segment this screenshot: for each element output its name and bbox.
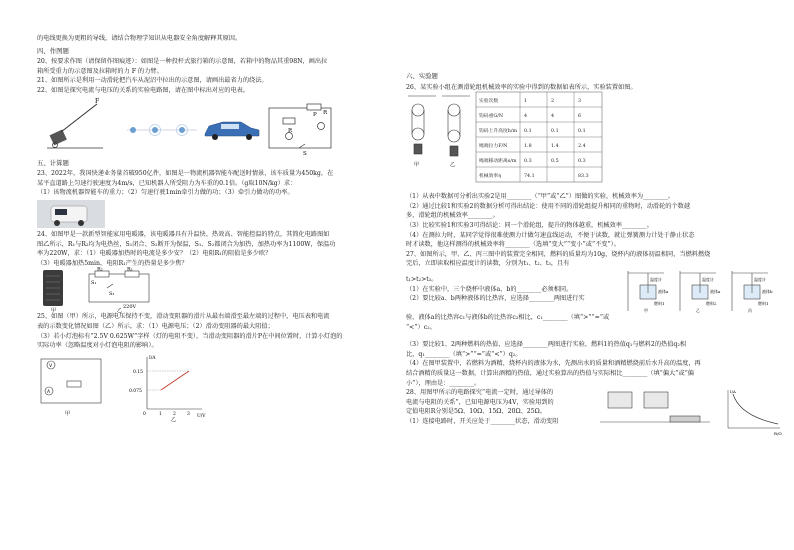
y-axis-label: I/A	[149, 355, 156, 361]
table-cell: 0.5	[551, 159, 559, 165]
beaker-setup	[628, 271, 768, 311]
q26-svg	[406, 92, 782, 192]
drawing-figures	[37, 96, 387, 156]
figure-caption: 甲	[65, 410, 71, 417]
table-cell: 1.4	[551, 144, 559, 150]
table-cell: 0.1	[578, 129, 586, 135]
pulley-figure	[127, 124, 197, 135]
question-28-part1: （1）连接电路时，开关应处于________状态，滑动变阻	[406, 417, 559, 425]
robot-svg	[37, 200, 105, 228]
thermometer-label: 温度计	[754, 276, 766, 282]
q27-block	[406, 269, 782, 313]
liquid-label: 液体a	[658, 288, 669, 294]
thermometer-label: 温度计	[650, 276, 662, 282]
q25-svg	[37, 351, 237, 423]
heater-svg	[37, 266, 197, 315]
question-27-cont: 完后，立即读取相应温度计的读数，分别为t₁、t₂、t₃，且有	[406, 260, 570, 268]
table-cell: 2.4	[578, 144, 586, 150]
section-heading: 五、计算题	[37, 158, 69, 167]
q28-block	[406, 388, 782, 437]
table-cell: 钩码上升高度h/m	[479, 129, 518, 135]
iv-line	[161, 371, 189, 390]
figure-caption: 乙	[696, 307, 700, 313]
voltmeter-symbol: V	[49, 363, 53, 369]
question-27-part3: （3）要比较1、2两种燃料的热值，应选择________两图进行实验，燃料1的热值q₁与燃料2的热值q₂相	[406, 341, 687, 349]
table-header: 1	[524, 99, 528, 105]
suitcase-figure	[47, 98, 103, 148]
question-28-cont: 电流与电阻的关系”，已知电源电压为4V，实验用到的	[406, 398, 554, 406]
x-tick: 3	[187, 411, 190, 417]
iv-graph	[147, 357, 202, 409]
ammeter-symbol: A	[47, 389, 51, 395]
question-21: 21、如图所示是利用一动滑轮把汽车从泥沼中拉出的示意图，请画出最省力的绕法。	[37, 77, 268, 85]
y-axis-label: I/A	[730, 389, 736, 395]
thermometer-label: 温度计	[702, 276, 714, 282]
question-23: 23、2022年，我国快递业务量首破950亿件，如图是一物流机器智能车配送时情景，该车质量为450kg，在	[37, 170, 334, 178]
delivery-robot-photo	[37, 200, 105, 228]
figure-caption: 乙	[171, 416, 177, 423]
question-23-parts: （1）该物流机器智能车的重力；（2）匀速行驶1min牵引力做的功；（3）牵引力做功的功率。	[37, 189, 294, 197]
figure-caption: 甲	[414, 162, 420, 169]
question-27-part2-cont: 验，液体a的比热容c₁与液体b的比热容c₂相比，c₁________（填“>”“=”或	[406, 313, 610, 321]
table-header: 实验次数	[479, 99, 499, 105]
text-line: 的电线更换为更粗的导线，请结合物理学知识从电器安全角度解释其原因。	[37, 35, 242, 42]
table-cell: 74.1	[524, 174, 535, 180]
table-cell: 0.3	[578, 159, 586, 165]
question-28-values: 定值电阻R分别是5Ω、10Ω、15Ω、20Ω、25Ω。	[406, 408, 546, 416]
question-25-cont: 表的示数变化情况如图（乙）所示。求：（1）电源电压；（2）滑动变阻器的最大阻值；	[37, 322, 274, 330]
figure-caption: 乙	[117, 308, 123, 315]
q27-text	[406, 269, 620, 313]
q25-figures	[37, 351, 387, 423]
liquid-label: 液体b	[762, 288, 773, 294]
circuit-figure	[269, 104, 331, 148]
table-cell: 机械效率η	[479, 174, 502, 180]
fuel-label: 燃料1	[654, 300, 665, 306]
r2-label: R₂	[97, 266, 103, 273]
section-heading: 四、作图题	[37, 46, 69, 55]
question-20-cont: 箱所受重力的示意图及拉箱时的力 F 的力臂。	[37, 67, 163, 75]
i-r-curve	[733, 394, 778, 424]
s1-label: S₁	[91, 280, 97, 287]
question-27-part2-end: “<”）c₂。	[406, 323, 436, 331]
figure-caption: 乙	[450, 162, 456, 169]
voltage-label: 220V	[123, 304, 137, 311]
table-cell: 83.3	[578, 174, 589, 180]
question-24-cont: 图乙所示，R₁与R₂均为电热丝，S₁闭合、S₂断开为保温，S₁、S₂都闭合为加热，加热功率为1100W，保温功	[37, 240, 336, 248]
figure-caption: 甲	[51, 308, 57, 315]
q28-graph	[728, 390, 780, 428]
data-table	[476, 92, 602, 182]
question-26-part2: （2）通过比较1和实验2的数据分析可得出结论：使用不同的滑轮组提升相同的重物时，动滑轮的个数越	[406, 202, 691, 210]
q27-apparatus	[624, 269, 780, 313]
figure-caption: 丙	[748, 307, 752, 313]
question-26-part2-cont: 多，滑轮组的机械效率________。	[406, 212, 499, 220]
table-cell: 钩码重G/N	[479, 114, 504, 120]
resistor-label: R	[288, 127, 293, 134]
figure-caption: 甲	[644, 307, 648, 313]
x-tick: 2	[173, 411, 176, 417]
fuel-label: 燃料2	[706, 300, 717, 306]
table-cell: 0.3	[524, 159, 532, 165]
table-cell: 绳端移动距离s/m	[479, 159, 517, 165]
question-26-part4: （4）在测拉力时，某同学觉得很难使测力计做匀速直线运动，不便于读数，就让弹簧测力计处于静止状态	[406, 231, 695, 239]
q28-figure	[600, 388, 782, 437]
heater-photo	[43, 270, 63, 306]
rheostat-label: R	[323, 109, 328, 116]
question-26-part1: （1）从表中数据可分析出实验2是用________（“甲”或“乙”）图做的实验，机械效率为________。	[406, 193, 675, 201]
q28-apparatus	[600, 392, 710, 422]
question-22: 22、如图是探究电流与电压的关系的实验电路图，请在图中标出对应的电表。	[37, 86, 250, 94]
table-cell: 1.8	[524, 144, 532, 150]
x-axis-label: R/Ω	[774, 431, 782, 437]
x-axis-label: U/V	[197, 413, 206, 419]
force-label: F	[95, 97, 100, 105]
question-25: 25、如图（甲）所示，电源电压保持不变，滑动变阻器的滑片从最右端滑至最左端的过程中，电压表和电流	[37, 313, 330, 321]
question-27-part2: （2）要比较a、b两种液体的比热容，应选择________两图进行实	[406, 295, 585, 303]
question-24-parts: 率为220W，求：（1）电暖器加热时的电流是多少安？（2）电阻R₁的阻值是多少欧？	[37, 250, 272, 258]
pulley-apparatus	[408, 96, 470, 156]
right-column	[406, 34, 782, 437]
question-27-part3-cont: 比，q₁________（填“>”“=”或“<”）q₂。	[406, 350, 522, 358]
heater-circuit	[89, 271, 149, 302]
x-tick: 1	[159, 411, 162, 417]
question-26-part4-cont: 时才读数，他这样测得的机械效率将________（选填“变大”“变小”或“不变”）。	[406, 241, 620, 249]
drawing-figures-svg	[37, 96, 337, 156]
car-figure	[205, 122, 259, 140]
table-header: 3	[578, 99, 582, 105]
question-27-part4-end: 小”），理由是：________。	[406, 379, 481, 387]
question-28: 28、用图甲所示的电路探究“电流一定时，通过导体的	[406, 389, 554, 397]
liquid-label: 液体a	[710, 288, 721, 294]
question-20: 20、按要求作图（请保留作图痕迹）：如图是一种投杆式旅行箱的示意图，若箱中的物品其重98N，画出拉	[37, 58, 328, 66]
table-cell: 4	[524, 114, 528, 120]
table-header: 2	[551, 99, 555, 105]
q28-text	[406, 388, 596, 432]
table-cell: 0.1	[524, 129, 532, 135]
table-cell: 4	[551, 114, 555, 120]
table-cell: 绳端拉力F/N	[479, 144, 508, 150]
question-27-part1: （1）在实验中，三个烧杯中液体a、b的________必须相同。	[406, 285, 573, 293]
s2-label: S₂	[109, 291, 115, 298]
left-column	[37, 34, 387, 423]
question-23-cont: 某平直道路上匀速行驶速度为4m/s，已知机器人所受阻力为车重的0.1倍。（g取10N/kg）求：	[37, 179, 297, 187]
question-27-part4-cont: 结合酒精的质量这一数据，计算出酒精的热值，通过实验算出的热值与实际相比________（填“偏大”或“偏	[406, 369, 694, 377]
table-cell: 0.1	[551, 129, 559, 135]
question-25-part3-cont: 实际功率（忽略温度对小灯泡电阻的影响）。	[37, 342, 158, 350]
question-27-relation: t₁>t₂>t₃。	[406, 275, 438, 283]
switch-label: S	[303, 150, 307, 157]
y-tick: 0.075	[129, 388, 142, 394]
table-cell: 6	[578, 114, 582, 120]
x-tick: 0	[143, 411, 146, 417]
question-24-part3: （3）电暖器加热5min，电阻R₁产生的热量是多少焦？	[37, 259, 188, 267]
y-tick: 0.15	[133, 369, 144, 375]
r1-label: R₁	[127, 266, 133, 273]
question-25-part3: （3）若小灯泡标有“2.5V 0.625W”字样（灯的电阻不变），当滑动变阻器的滑片P在中间位置时，计算小灯泡的	[37, 332, 343, 340]
question-24: 24、如图甲是一款新型智能家用电暖器，该电暖器具有升温快、热效高、智能控温的特点，其简化电路图如	[37, 230, 330, 238]
question-26: 26、某实验小组在测滑轮组机械效率的实验中得到的数据如表所示，实验装置如图。	[406, 83, 637, 91]
question-27: 27、如图所示，甲、乙、丙三图中的装置完全相同，燃料的质量均为10g，烧杯内的液体初温相同，当燃料燃烧	[406, 250, 711, 258]
slider-label: P	[313, 111, 317, 118]
section-heading: 六、实验题	[406, 72, 438, 80]
fuel-label: 燃料1	[758, 300, 769, 306]
heater-figures	[37, 266, 387, 315]
q26-figure	[406, 92, 782, 192]
question-26-part3: （3）比较实验1和实验3可得结论：同一个滑轮组，提升的物体越重，机械效率________。	[406, 221, 653, 229]
question-27-part4: （4）在图甲装置中，若燃料为酒精，烧杯内的液体为水，先测出水的质量和酒精燃烧前后水升高的温度，再	[406, 360, 701, 368]
